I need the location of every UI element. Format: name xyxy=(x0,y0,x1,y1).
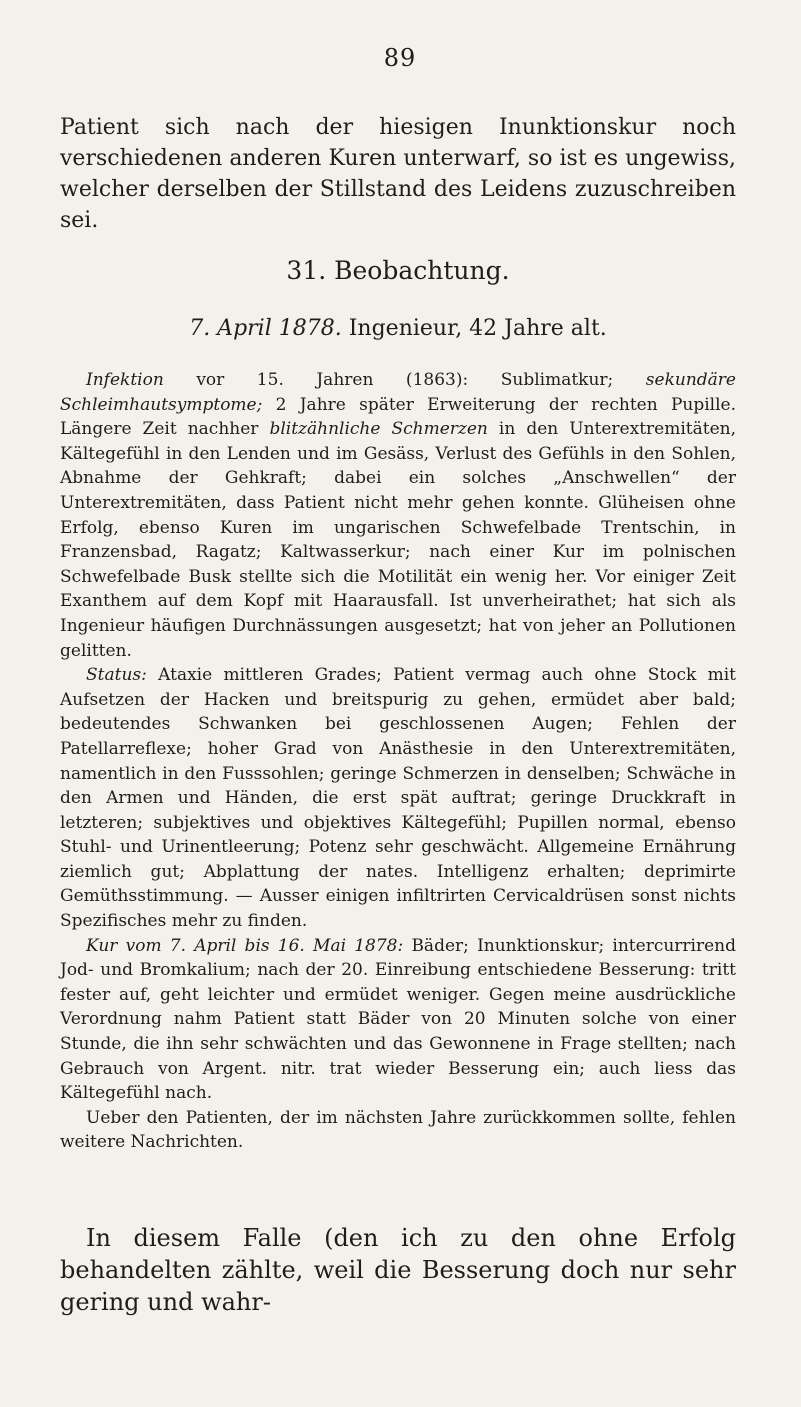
status-label: Status: xyxy=(86,665,147,686)
infektion-text-3: in den Unterextremitäten, Kältegefühl in den Lenden und im Gesäss, Verlust des Gefühls in den Sohlen, Abnahme der Gehkraft; dabei ein solches „Anschwellen“ der Unterextremitäten, dass Patient nicht mehr gehen konnte. Glüheisen ohne Erfolg, ebenso Kuren im ungarischen Schwefelbade Trentschin, in Franzensbad, Ragatz; Kaltwasserkur; nach einer Kur im polnischen Schwefelbade Busk stellte sich die Motilität ein wenig her. Vor einiger Zeit Exanthem auf dem Kopf mit Haarausfall. Ist unverheirathet; hat sich als Ingenieur häufigen Durchnässungen ausgesetzt; hat von jeher an Pollutionen gelitten. xyxy=(60,419,736,661)
status-paragraph xyxy=(60,663,736,934)
kur-text: Bäder; Inunktionskur; intercurrirend Jod- und Bromkalium; nach der 20. Einreibung entschiedene Besserung: tritt fester auf, geht leichter und ermüdet weniger. Gegen meine ausdrückliche Verordnung nahm Patient statt Bäder von 20 Minuten solche von einer Stunde, die ihn sehr schwächten und das Gewonnene in Frage stellten; nach Gebrauch von Argent. nitr. trat wieder Besserung ein; auch liess das Kältegefühl nach. xyxy=(60,935,736,1104)
kur-paragraph xyxy=(60,934,736,1106)
infektion-italic-1: sekundäre Schleimhautsymptome; xyxy=(60,370,736,415)
intro-text: Patient sich nach der hiesigen Inunktionskur noch verschiedenen anderen Kuren unterwarf, so ist es ungewiss, welcher derselben der Stillstand des Leidens zuzuschreiben sei. xyxy=(60,115,736,233)
kur-label: Kur vom 7. April bis 16. Mai 1878: xyxy=(86,935,404,956)
page-number: 89 xyxy=(383,44,417,72)
dateline-date: 7. April 1878. xyxy=(189,316,342,341)
intro-paragraph xyxy=(60,112,736,236)
ueber-paragraph: Ueber den Patienten, der im nächsten Jahre zurückkommen sollte, fehlen weitere Nachrichten. xyxy=(60,1107,736,1153)
status-text: Ataxie mittleren Grades; Patient vermag auch ohne Stock mit Aufsetzen der Hacken und breitspurig zu gehen, ermüdet aber bald; bedeutendes Schwanken bei geschlossenen Augen; Fehlen der Patellarreflexe; hoher Grad von Anästhesie in den Unterextremitäten, namentlich in den Fusssohlen; geringe Schmerzen in denselben; Schwäche in den Armen und Händen, die erst spät auftrat; geringe Druckkraft in letzteren; subjektives und objektives Kältegefühl; Pupillen normal, ebenso Stuhl- und Urinentleerung; Potenz sehr geschwächt. Allgemeine Ernährung ziemlich gut; Abplattung der nates. Intelligenz erhalten; deprimirte Gemüthsstimmung. — Ausser einigen infiltrirten Cervicaldrüsen sonst nichts Spezifisches mehr zu finden. xyxy=(60,665,736,932)
infektion-text-1: vor 15. Jahren (1863): Sublimatkur; xyxy=(196,370,614,390)
closing-paragraph xyxy=(60,1222,736,1318)
section-heading: 31. Beobachtung. xyxy=(286,256,510,285)
dateline-rest: Ingenieur, 42 Jahre alt. xyxy=(348,316,607,341)
case-body xyxy=(60,368,736,1155)
infektion-label: Infektion xyxy=(86,370,164,390)
dateline xyxy=(60,316,736,341)
infektion-paragraph xyxy=(60,368,736,663)
infektion-text-2: 2 Jahre später Erweiterung der rechten Pupille. Längere Zeit nachher xyxy=(60,394,736,440)
closing-text: In diesem Falle (den ich zu den ohne Erfolg behandelten zählte, weil die Besserung doch nur sehr gering und wahr- xyxy=(60,1224,736,1316)
infektion-italic-2: blitzähnliche Schmerzen xyxy=(269,419,488,440)
